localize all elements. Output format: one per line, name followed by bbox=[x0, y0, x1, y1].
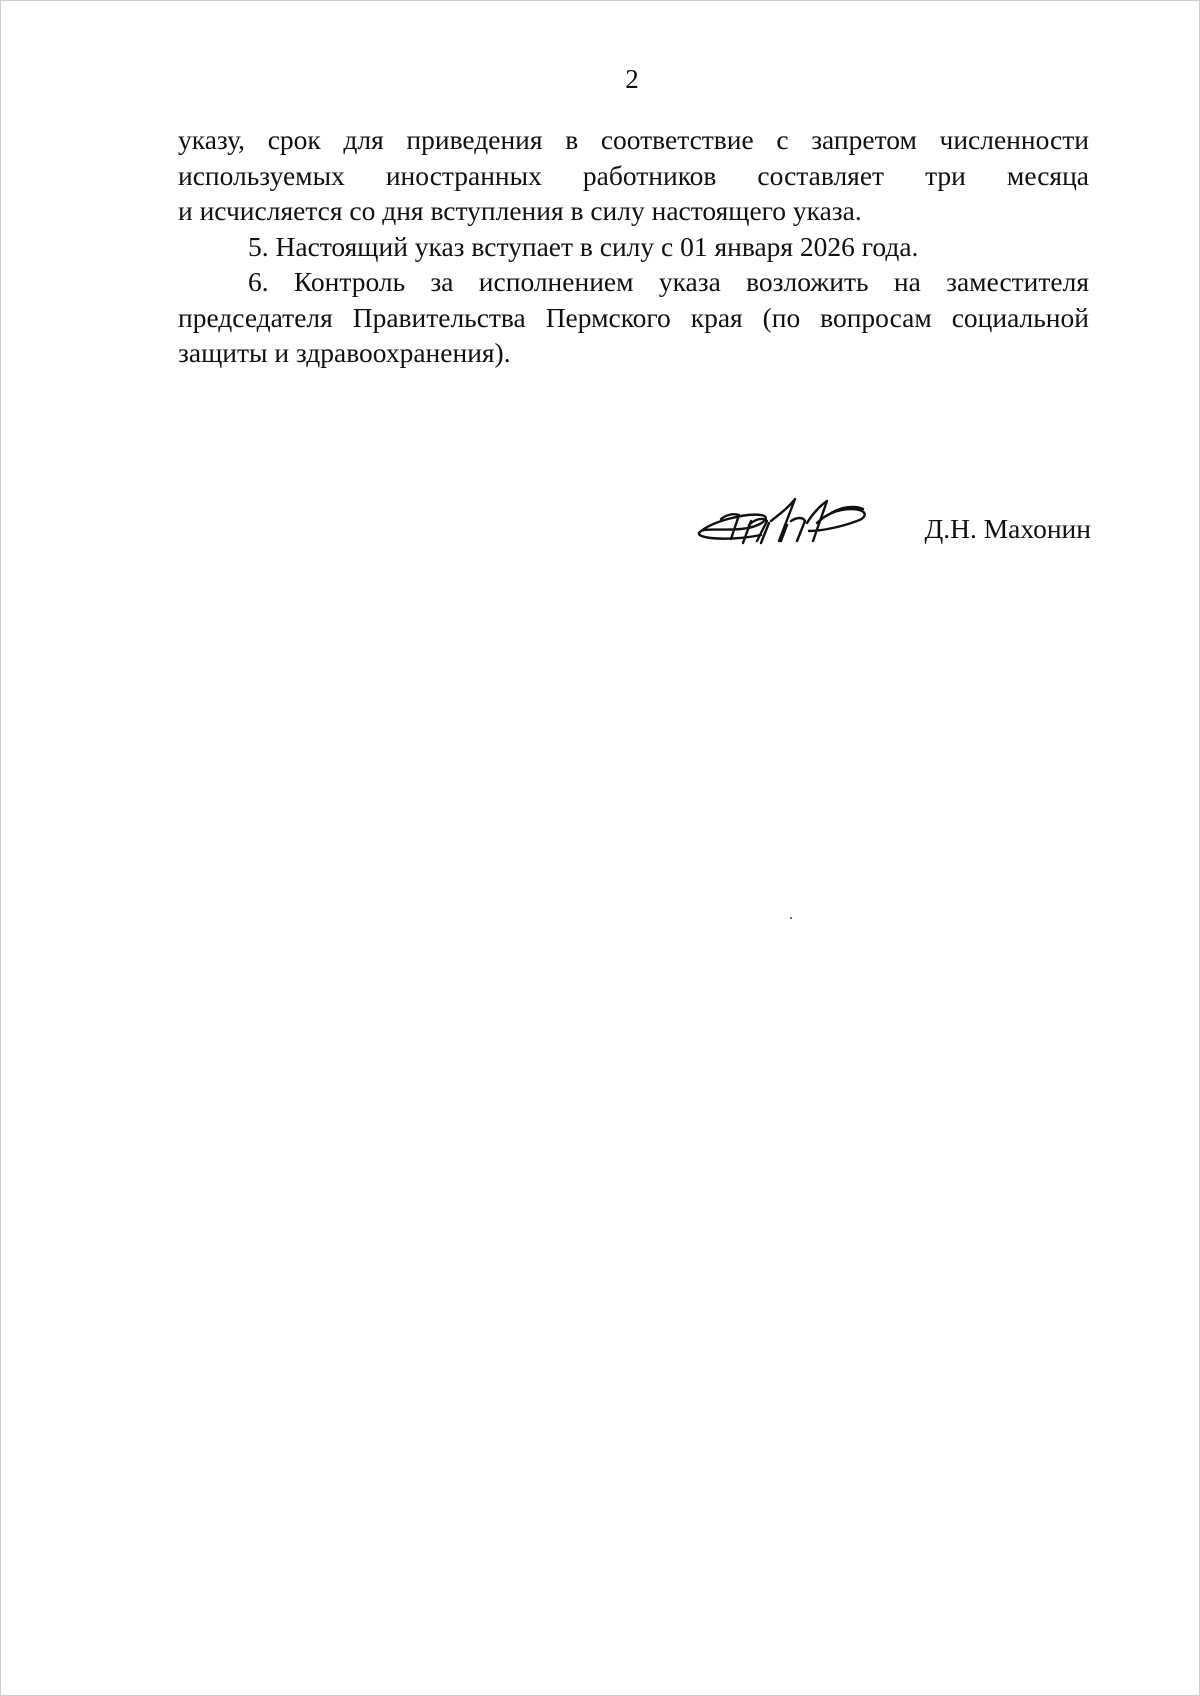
text-line: и исчисляется со дня вступления в силу настоящего указа. bbox=[178, 195, 862, 226]
paragraph-continuation bbox=[178, 122, 1089, 229]
text-line: указу, срок для приведения в соответствие с запретом численности bbox=[178, 124, 1089, 155]
signatory-name: Д.Н. Махонин bbox=[924, 513, 1091, 544]
signature-block bbox=[691, 491, 1091, 561]
text-line: 6. Контроль за исполнением указа возложить на заместителя bbox=[248, 266, 1089, 297]
scan-speck bbox=[790, 917, 792, 919]
page-number: 2 bbox=[625, 64, 639, 94]
text-line: используемых иностранных работников составляет три месяца bbox=[178, 159, 1089, 191]
handwritten-signature-icon bbox=[691, 491, 881, 553]
document-body bbox=[178, 122, 1089, 371]
text-line: защиты и здравоохранения). bbox=[178, 337, 511, 368]
text-line: 5. Настоящий указ вступает в силу с 01 января 2026 года. bbox=[248, 230, 919, 262]
paragraph-5 bbox=[178, 229, 1089, 265]
text-line: председателя Правительства Пермского края (по вопросам социальной bbox=[178, 301, 1089, 333]
paragraph-6 bbox=[178, 264, 1089, 371]
